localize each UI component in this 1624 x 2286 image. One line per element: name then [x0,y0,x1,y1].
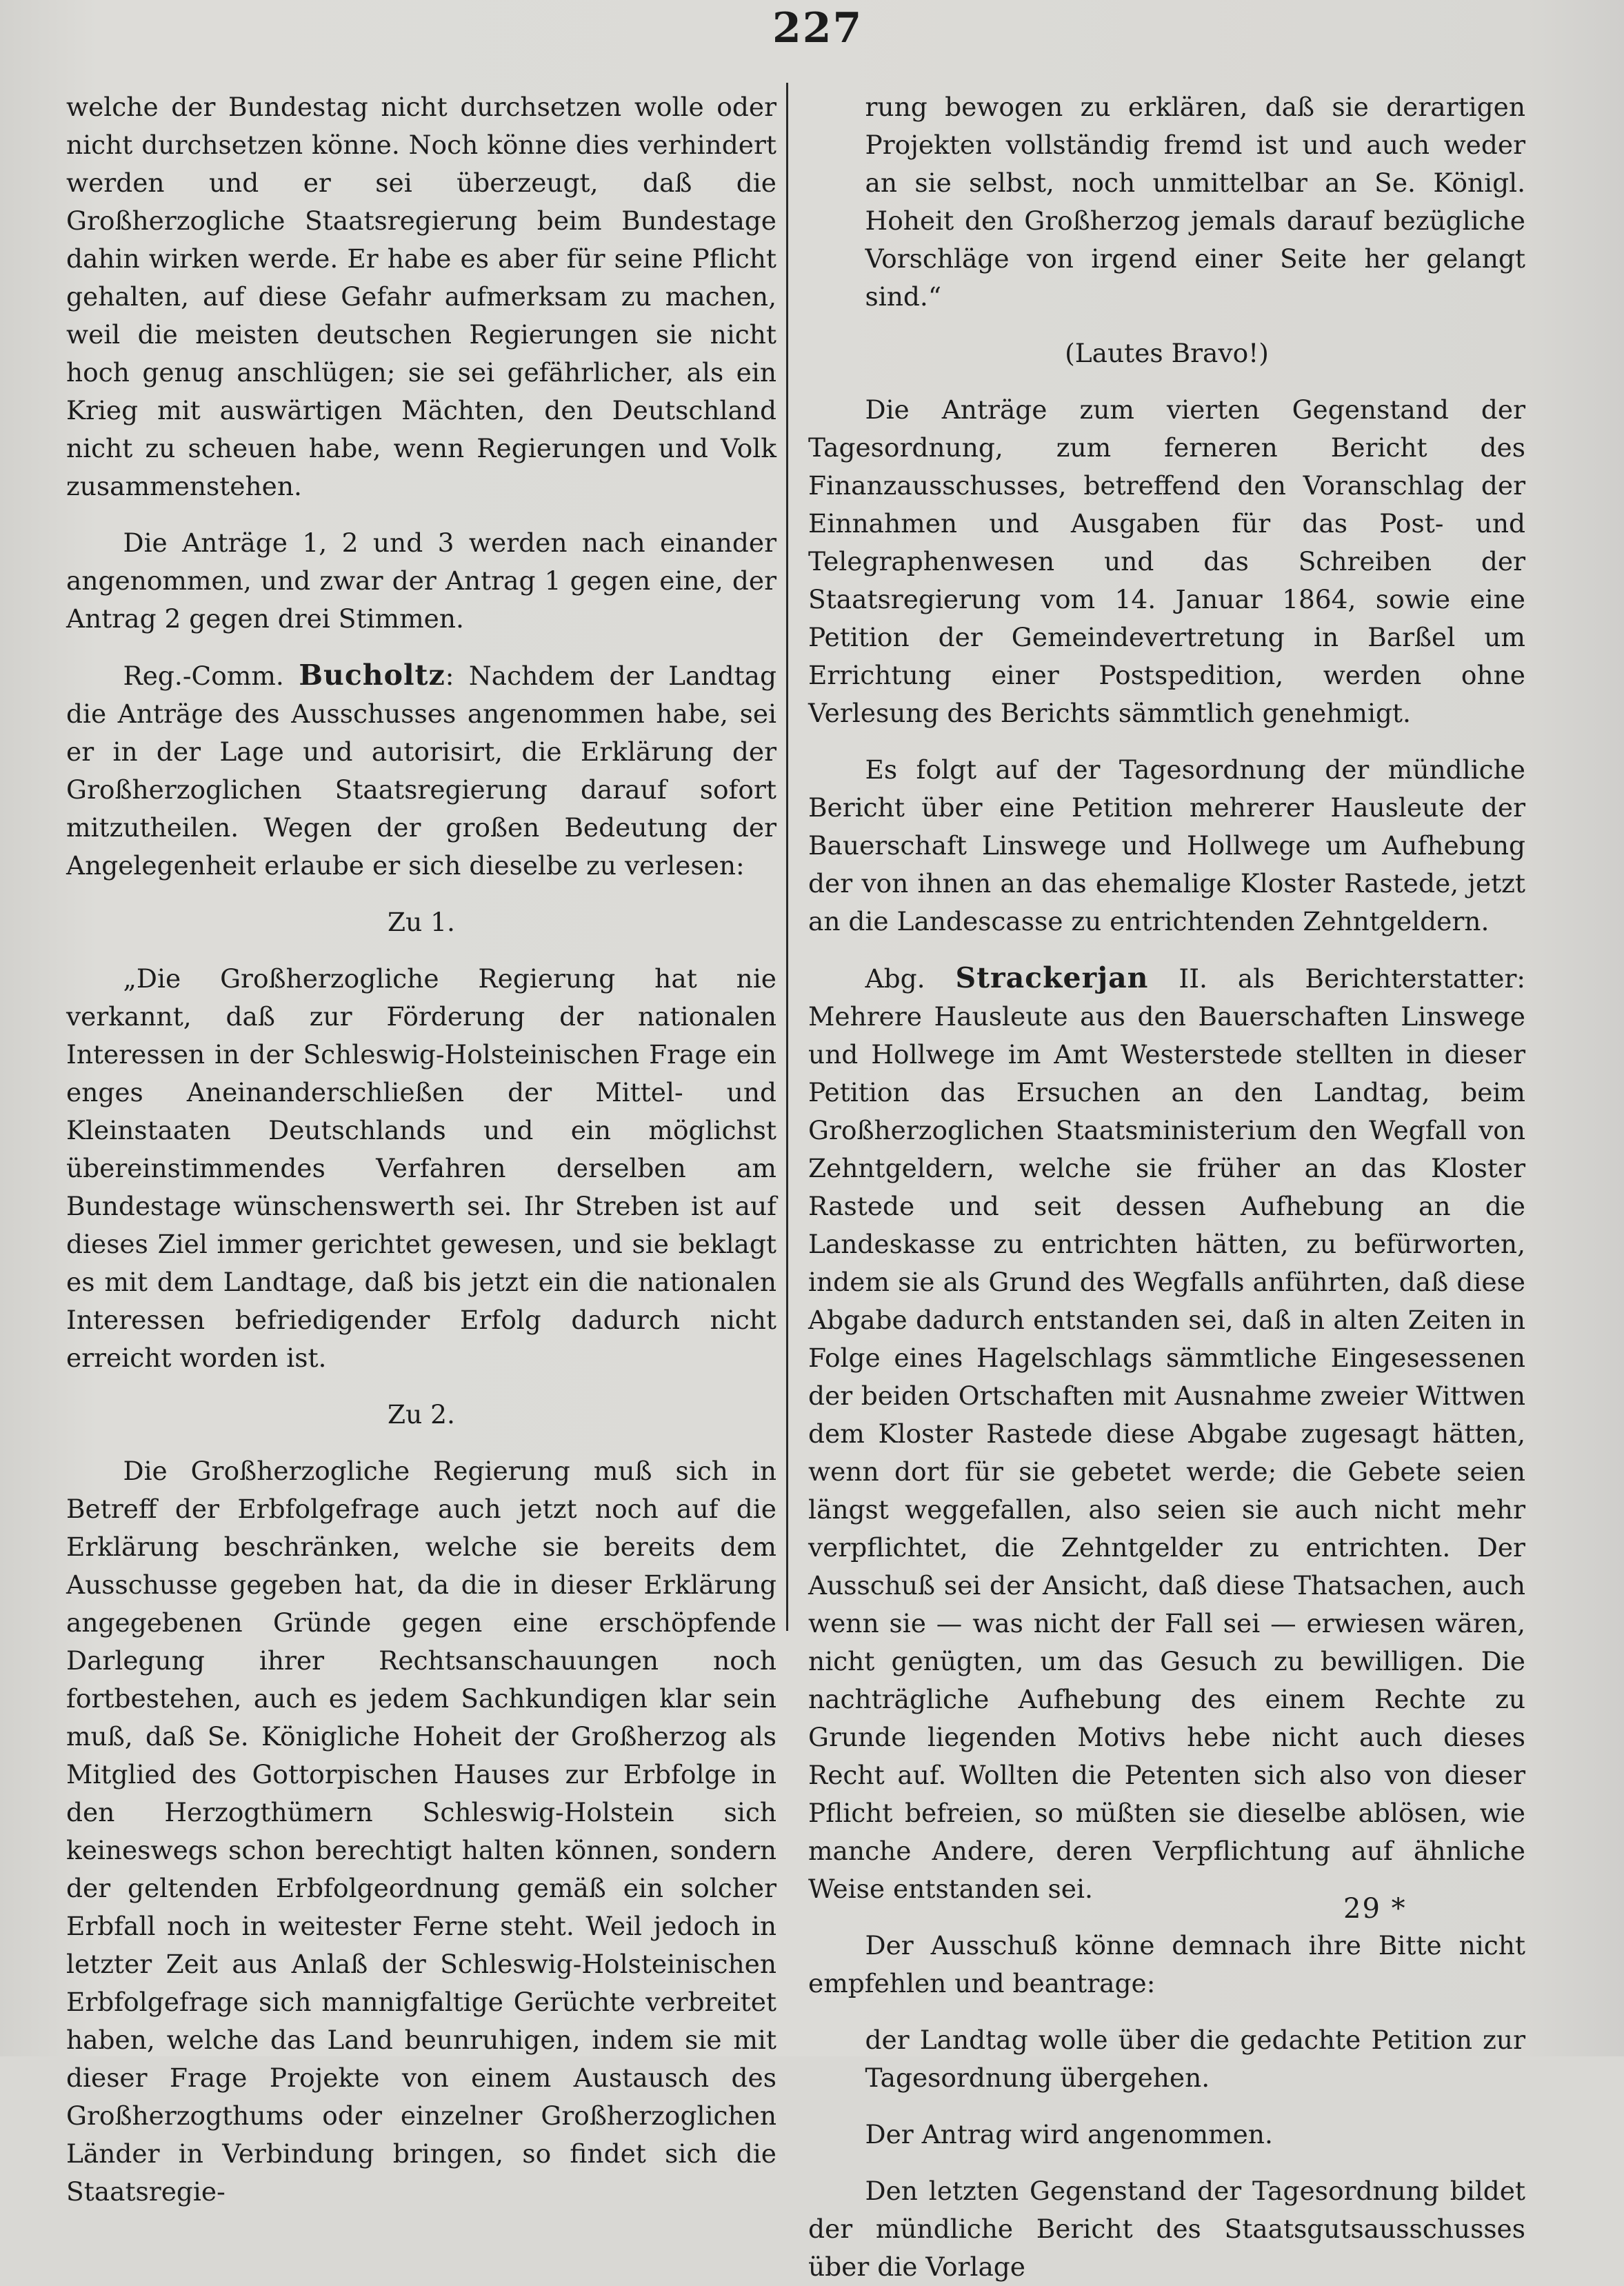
section-heading: Zu 2. [388,1399,455,1430]
applause-note: (Lautes Bravo!) [1065,338,1269,368]
signature-mark: 29 * [1343,1893,1407,1925]
speaker-title: Reg.-Comm. [123,661,284,691]
paragraph: „Die Großherzogliche Regierung hat nie verkannt, daß zur Förderung der nationalen Interessen in der Schleswig-Holsteinischen Frage ein enges Aneinanderschließen der Mittel- und Kleinstaaten Deutschlands und ein möglichst übereinstimmendes Verfahren derselben am Bundestage wünschenswerth sei. Ihr Streben ist auf dieses Ziel immer gerichtet gewesen, und sie beklagt es mit dem Landtage, daß bis jetzt ein die nationalen Interessen befriedigender Erfolg dadurch nicht erreicht worden ist. [66,963,776,1373]
paragraph: Der Ausschuß könne demnach ihre Bitte nicht empfehlen und beantrage: [808,1930,1525,1998]
paragraph: Der Antrag wird angenommen. [865,2119,1273,2149]
paragraph: rung bewogen zu erklären, daß sie derartigen Projekten vollständig fremd ist und auch weder an sie selbst, noch unmittelbar an Se. Königl. Hoheit den Großherzog jemals darauf bezügliche Vorschläge von irgend einer Seite her gelangt sind.“ [865,92,1525,312]
speaker-title: Abg. [865,963,925,994]
right-column [808,88,1525,2286]
speech-text: : Nachdem der Landtag die Anträge des Ausschusses angenommen habe, sei er in der Lage und autorisirt, die Erklärung der Großherzoglichen Staatsregierung darauf sofort mitzutheilen. Wegen der großen Bedeutung der Angelegenheit erlaube er sich dieselbe zu verlesen: [66,661,777,881]
speaker-name: Bucholtz [299,659,445,692]
paragraph: Den letzten Gegenstand der Tagesordnung bildet der mündliche Bericht des Staatsgutsausschusses über die Vorlage [808,2176,1525,2282]
paragraph: Die Anträge zum vierten Gegenstand der Tagesordnung, zum ferneren Bericht des Finanzausschusses, betreffend den Voranschlag der Einnahmen und Ausgaben für das Post- und Telegraphenwesen und das Schreiben der Staatsregierung vom 14. Januar 1864, sowie eine Petition der Gemeindevertretung in Barßel um Errichtung einer Postspedition, werden ohne Verlesung des Berichts sämmtlich genehmigt. [808,394,1525,728]
speaker-name: Strackerjan [955,961,1149,994]
paragraph-speech [66,656,776,885]
paragraph: Es folgt auf der Tagesordnung der mündliche Bericht über eine Petition mehrerer Hausleute der Bauerschaft Linswege und Hollwege um Aufhebung der von ihnen an das ehemalige Kloster Rastede, jetzt an die Landescasse zu entrichtenden Zehntgeldern. [808,754,1525,936]
paragraph-speech [808,959,1525,1908]
speaker-role: II. als Berichterstatter: [1179,963,1526,994]
section-heading: Zu 1. [388,907,455,937]
left-column [66,88,776,2211]
paragraph: Die Großherzogliche Regierung muß sich in Betreff der Erbfolgefrage auch jetzt noch auf die Erklärung beschränken, welche sie bereits dem Ausschusse gegeben hat, da die in dieser Erklärung angegebenen Gründe gegen eine erschöpfende Darlegung ihrer Rechtsanschauungen noch fortbestehen, auch es jedem Sachkundigen klar sein muß, daß Se. Königliche Hoheit der Großherzog als Mitglied des Gottorpischen Hauses zur Erbfolge in den Herzogthümern Schleswig-Holstein sich keineswegs schon berechtigt halten können, sondern der geltenden Erbfolgeordnung gemäß ein solcher Erbfall noch in weitester Ferne steht. Weil jedoch in letzter Zeit aus Anlaß der Schleswig-Holsteinischen Erbfolgefrage sich mannigfaltige Gerüchte verbreitet haben, welche das Land beunruhigen, indem sie mit dieser Frage Projekte von einem Austausch des Großherzogthums oder einzelner Großherzoglichen Länder in Verbindung bringen, so findet sich die Staatsregie- [66,1456,776,2207]
page-number: 227 [772,4,863,52]
paragraph: welche der Bundestag nicht durchsetzen wolle oder nicht durchsetzen könne. Noch könne dies verhindert werden und er sei überzeugt, daß die Großherzogliche Staatsregierung beim Bundestage dahin wirken werde. Er habe es aber für seine Pflicht gehalten, auf diese Gefahr aufmerksam zu machen, weil die meisten deutschen Regierungen sie nicht hoch genug anschlügen; sie sei gefährlicher, als ein Krieg mit auswärtigen Mächten, den Deutschland nicht zu scheuen habe, wenn Regierungen und Volk zusammenstehen. [66,92,776,501]
speech-text: Mehrere Hausleute aus den Bauerschaften Linswege und Hollwege im Amt Westerstede stellten in dieser Petition das Ersuchen an den Landtag, beim Großherzoglichen Staatsministerium den Wegfall von Zehntgeldern, welche sie früher an das Kloster Rastede und seit dessen Aufhebung an die Landeskasse zu entrichten hätten, zu befürworten, indem sie als Grund des Wegfalls anführten, daß diese Abgabe dadurch entstanden sei, daß in alten Zeiten in Folge eines Hagelschlags sämmtliche Eingesessenen der beiden Ortschaften mit Ausnahme zweier Wittwen dem Kloster Rastede diese Abgabe zugesagt hätten, wenn dort für sie gebetet werde; die Gebete seien längst weggefallen, also seien sie auch nicht mehr verpflichtet, die Zehntgelder zu entrichten. Der Ausschuß sei der Ansicht, daß diese Thatsachen, auch wenn sie — was nicht der Fall sei — erwiesen wären, nicht genügten, um das Gesuch zu bewilligen. Die nachträgliche Aufhebung des einem Rechte zu Grunde liegenden Motivs hebe nicht auch dieses Recht auf. Wollten die Petenten sich also von dieser Pflicht befreien, so müßten sie dieselbe ablösen, wie manche Andere, deren Verpflichtung auf ähnliche Weise entstanden sei. [808,1001,1525,1904]
paragraph: Die Anträge 1, 2 und 3 werden nach einander angenommen, und zwar der Antrag 1 gegen eine, der Antrag 2 gegen drei Stimmen. [66,528,776,634]
motion-text: der Landtag wolle über die gedachte Petition zur Tagesordnung übergehen. [865,2025,1525,2093]
column-divider [786,83,788,1631]
